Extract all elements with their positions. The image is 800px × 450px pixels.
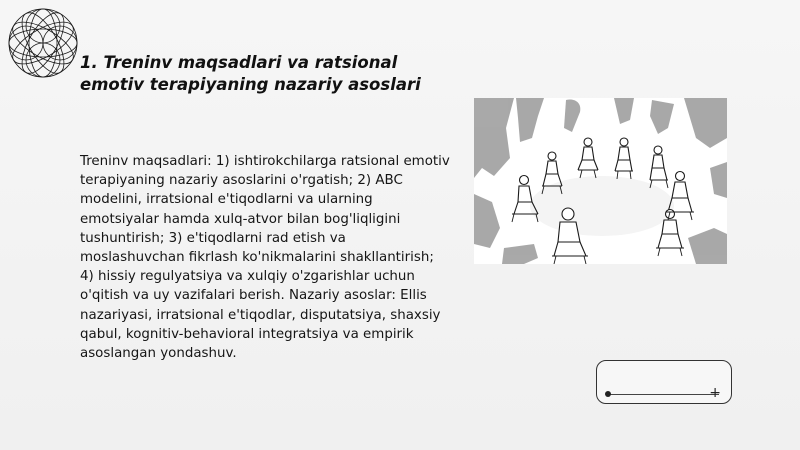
slider-track[interactable] [607, 394, 719, 395]
group-therapy-illustration [474, 98, 727, 264]
slider-knob[interactable] [605, 391, 611, 397]
spirograph-logo-icon [6, 6, 80, 80]
slide-title: 1. Treninv maqsadlari va ratsional emotiv terapiyaning nazariy asoslari [80, 53, 421, 94]
slider-control-box[interactable] [596, 360, 732, 404]
plus-icon[interactable]: + [709, 385, 721, 401]
slide-body-text: Treninv maqsadlari: 1) ishtirokchilarga ratsional emotiv terapiyaning nazariy asoslarini o'rgatish; 2) ABC modelini, irratsional e'tiqodlarni va ularning emotsiyalar hamda xulq-atvor bilan bog'liqligini tushuntirish; 3) e'tiqodlarni rad etish va moslashuvchan fikrlash ko'nikmalarini shakllantirish; 4) hissiy regulyatsiya va xulqiy o'zgarishlar uchun o'qitish va uy vazifalari berish. Nazariy asoslar: Ellis nazariyasi, irratsional e'tiqodlar, disputatsiya, shaxsiy qabul, kognitiv-behavioral integratsiya va empirik asoslangan yondashuv. [80, 154, 450, 362]
